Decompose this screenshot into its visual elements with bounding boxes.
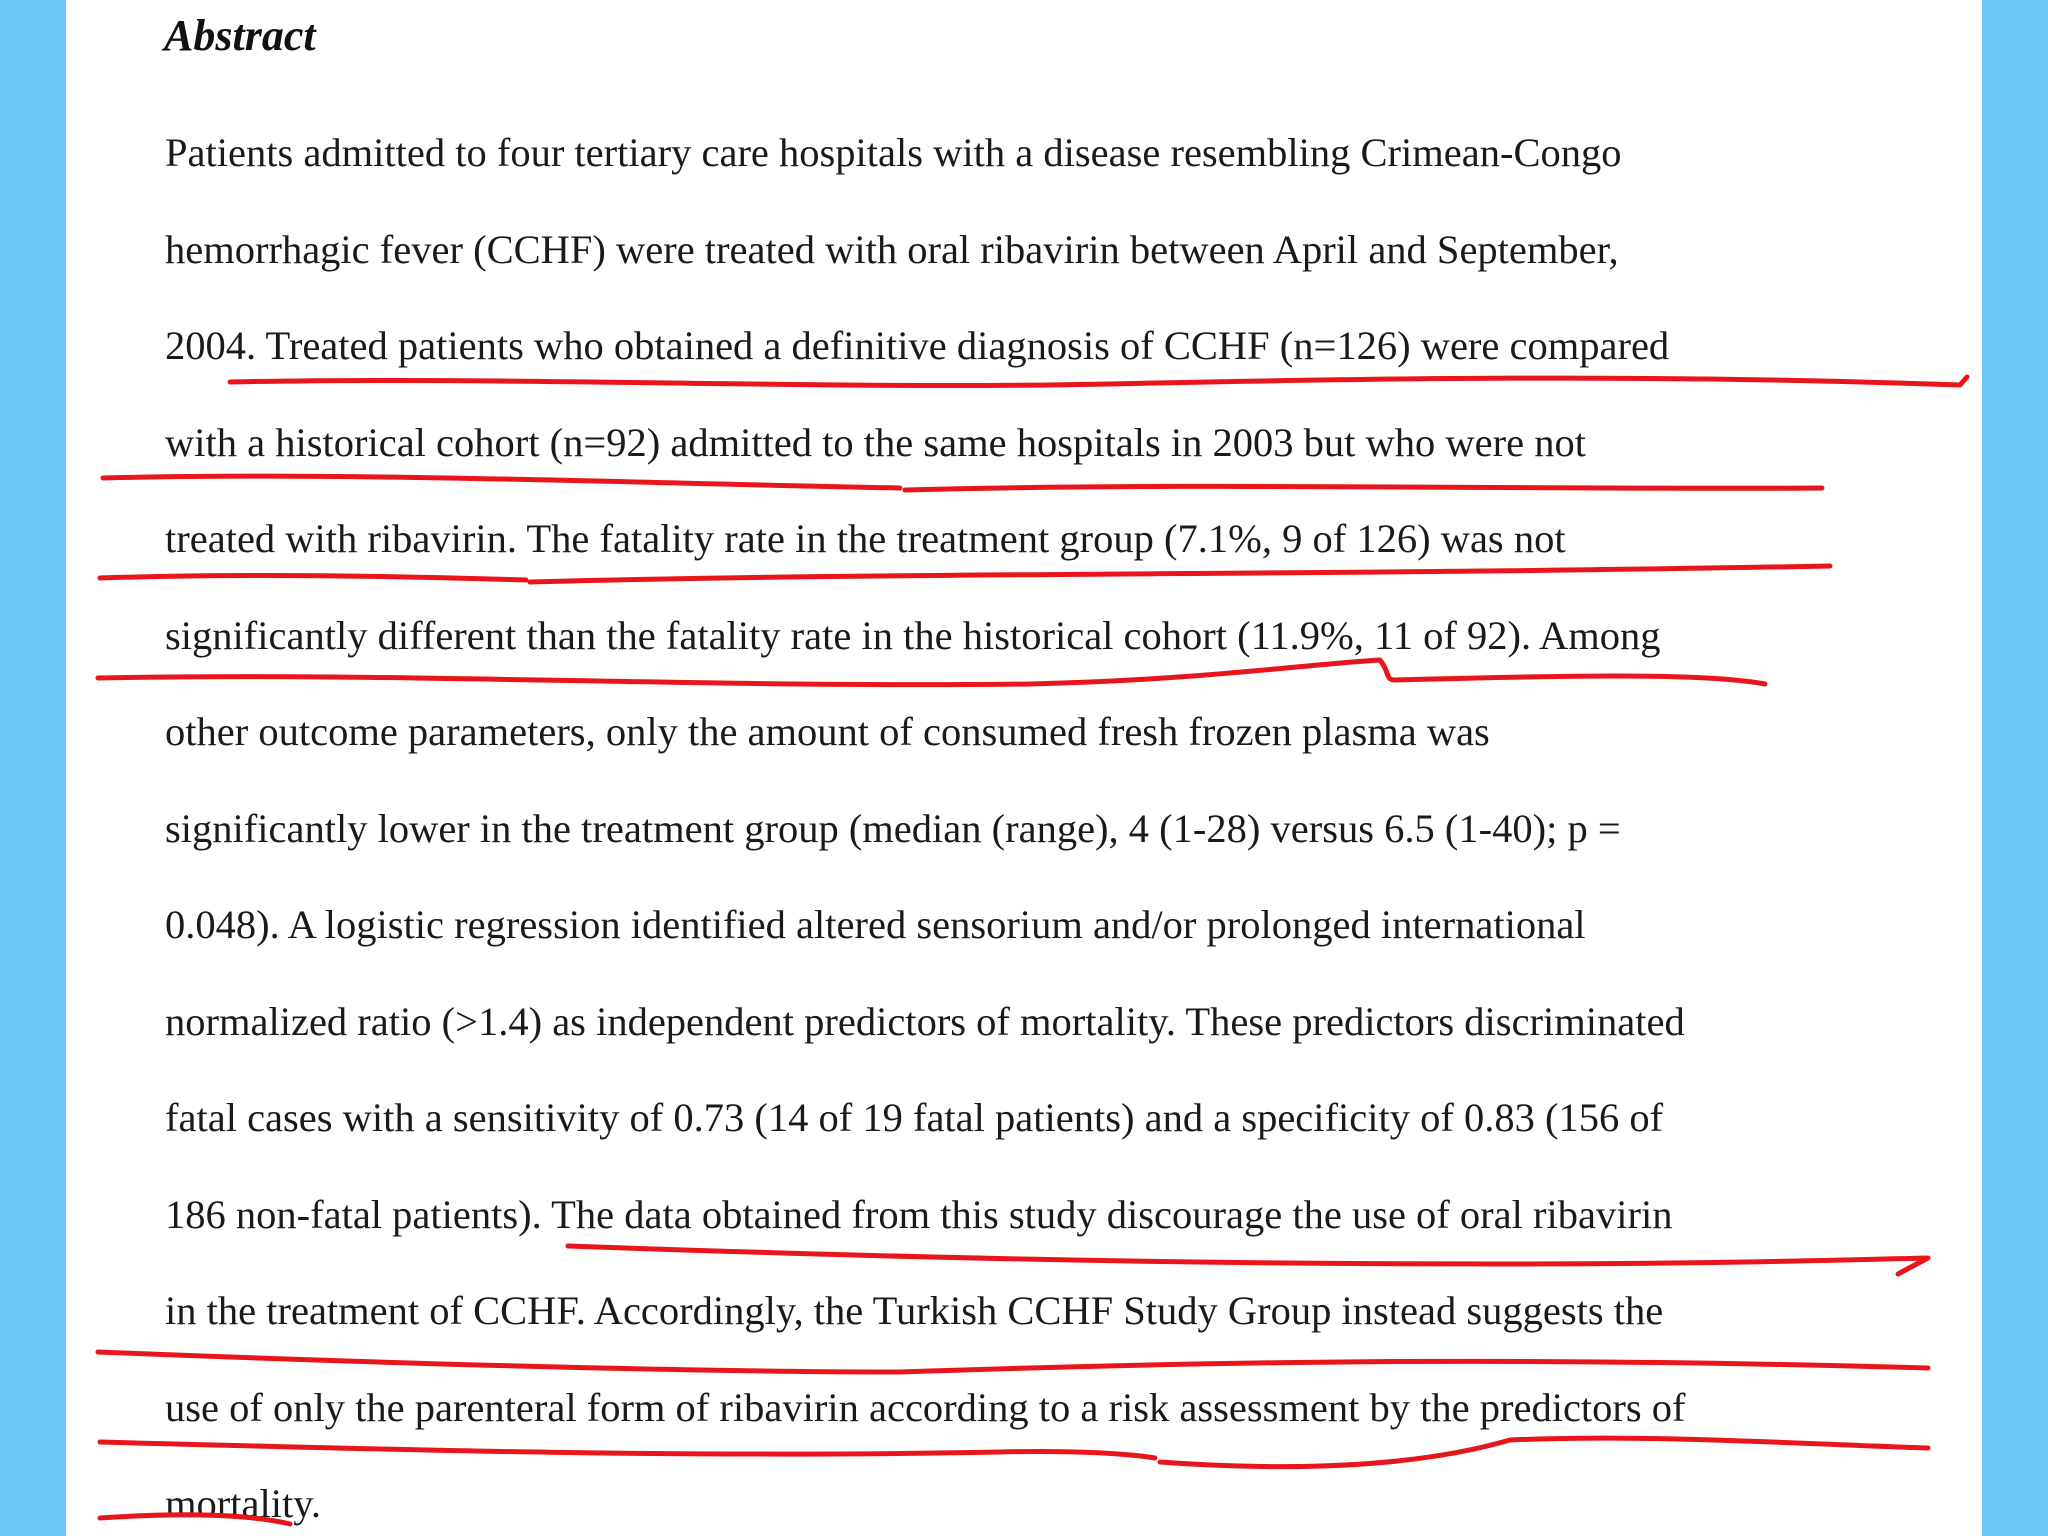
body-text-line: mortality.	[165, 1481, 321, 1526]
body-text-line: hemorrhagic fever (CCHF) were treated with oral ribavirin between April and September,	[165, 227, 1619, 272]
body-text-line: significantly lower in the treatment group (median (range), 4 (1-28) versus 6.5 (1-40); p =	[165, 806, 1621, 851]
body-text-line: fatal cases with a sensitivity of 0.73 (14 of 19 fatal patients) and a specificity of 0.83 (156 of	[165, 1095, 1664, 1140]
document-page	[66, 0, 1982, 1536]
body-text-line: 0.048). A logistic regression identified altered sensorium and/or prolonged international	[165, 902, 1586, 947]
body-text-line: with a historical cohort (n=92) admitted to the same hospitals in 2003 but who were not	[165, 420, 1586, 465]
body-text-line: normalized ratio (>1.4) as independent predictors of mortality. These predictors discriminated	[165, 999, 1685, 1044]
body-text-line: use of only the parenteral form of ribavirin according to a risk assessment by the predictors of	[165, 1385, 1686, 1430]
abstract-heading: Abstract	[164, 11, 316, 60]
body-text-line: treated with ribavirin. The fatality rate in the treatment group (7.1%, 9 of 126) was not	[165, 516, 1566, 561]
body-text-line: significantly different than the fatality rate in the historical cohort (11.9%, 11 of 92). Among	[165, 613, 1661, 658]
body-text-line: in the treatment of CCHF. Accordingly, the Turkish CCHF Study Group instead suggests the	[165, 1288, 1664, 1333]
body-text-line: 2004. Treated patients who obtained a definitive diagnosis of CCHF (n=126) were compared	[165, 323, 1670, 368]
body-text-line: other outcome parameters, only the amount of consumed fresh frozen plasma was	[165, 709, 1490, 754]
body-text-line: Patients admitted to four tertiary care hospitals with a disease resembling Crimean-Congo	[165, 130, 1622, 175]
body-text-line: 186 non-fatal patients). The data obtained from this study discourage the use of oral ribavirin	[165, 1192, 1673, 1237]
